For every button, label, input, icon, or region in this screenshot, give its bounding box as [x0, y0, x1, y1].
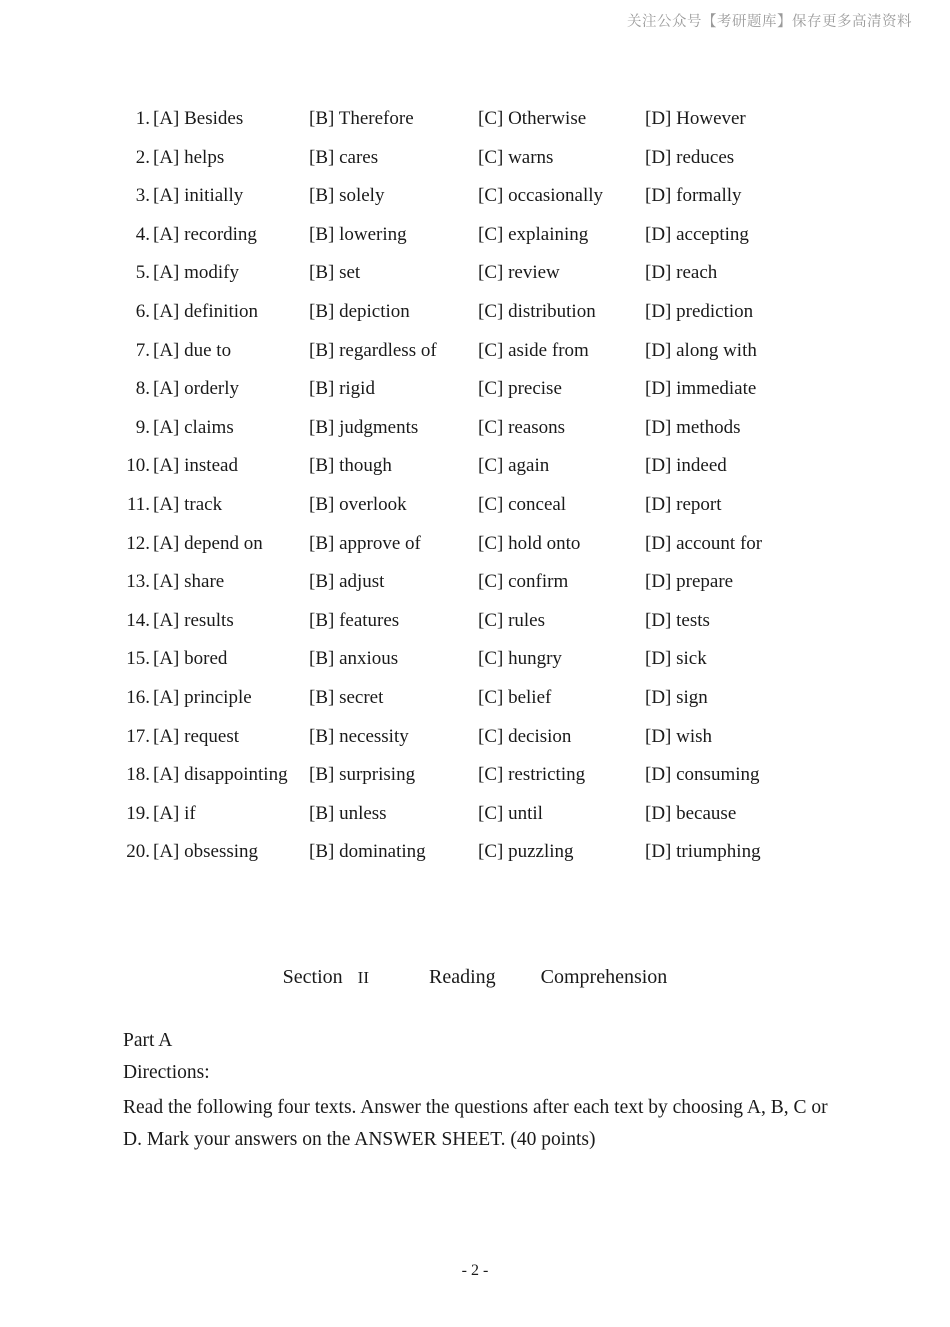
option-d: [D] indeed: [645, 455, 727, 477]
option-a: [A] results: [153, 609, 234, 631]
option-d: [D] triumphing: [645, 841, 761, 863]
option-a: [A] claims: [153, 416, 234, 438]
watermark-text: 关注公众号【考研题库】保存更多高清资料: [627, 14, 912, 30]
option-d: [D] because: [645, 802, 737, 824]
option-b: [B] necessity: [309, 725, 409, 747]
option-c: [C] hungry: [478, 648, 562, 670]
option-row: [0, 833, 950, 872]
option-b: [B] Therefore: [309, 108, 414, 129]
option-b: [B] though: [309, 455, 392, 477]
option-c: [C] confirm: [478, 571, 569, 593]
option-row: [0, 370, 950, 409]
option-c: [C] warns: [478, 146, 554, 168]
option-a: [A] orderly: [153, 378, 239, 400]
question-number: 17.: [126, 725, 150, 747]
question-number: 16.: [126, 686, 150, 708]
option-b: [B] regardless of: [309, 339, 437, 361]
option-d: [D] reduces: [645, 146, 735, 168]
option-b: [B] adjust: [309, 571, 385, 593]
option-b: [B] set: [309, 262, 361, 284]
option-row: [0, 139, 950, 178]
option-b: [B] depiction: [309, 300, 410, 322]
option-c: [C] explaining: [478, 223, 589, 245]
option-b: [B] cares: [309, 146, 379, 168]
option-c: [C] aside from: [478, 339, 589, 361]
question-number: 9.: [135, 416, 150, 438]
option-d: [D] tests: [645, 609, 710, 631]
question-number: 10.: [126, 455, 150, 477]
option-a: [A] due to: [153, 339, 232, 361]
option-a: [A] depend on: [153, 532, 263, 554]
option-row: [0, 602, 950, 641]
question-number: 1.: [135, 108, 150, 129]
option-b: [B] anxious: [309, 648, 399, 670]
option-d: [D] reach: [645, 262, 718, 284]
option-row: [0, 756, 950, 795]
option-b: [B] secret: [309, 686, 384, 708]
option-row: [0, 409, 950, 448]
option-row: [0, 332, 950, 371]
option-a: [A] recording: [153, 223, 257, 245]
option-d: [D] sign: [645, 686, 708, 708]
question-number: 2.: [135, 146, 150, 168]
option-d: [D] report: [645, 493, 722, 515]
option-c: [C] Otherwise: [478, 108, 587, 129]
options-list: [0, 100, 950, 872]
section-title: [0, 966, 950, 989]
option-d: [D] along with: [645, 339, 757, 361]
question-number: 12.: [126, 532, 150, 554]
option-a: [A] definition: [153, 300, 259, 322]
option-a: [A] obsessing: [153, 841, 259, 863]
option-d: [D] However: [645, 108, 746, 129]
option-d: [D] sick: [645, 648, 707, 670]
question-number: 7.: [135, 339, 150, 361]
option-b: [B] overlook: [309, 493, 407, 515]
option-d: [D] methods: [645, 416, 741, 438]
option-row: [0, 216, 950, 255]
option-row: [0, 640, 950, 679]
question-number: 5.: [135, 262, 150, 284]
option-d: [D] formally: [645, 185, 742, 207]
option-d: [D] wish: [645, 725, 713, 747]
option-d: [D] immediate: [645, 378, 757, 400]
option-a: [A] track: [153, 493, 223, 515]
question-number: 18.: [126, 764, 150, 786]
option-c: [C] again: [478, 455, 550, 477]
question-number: 14.: [126, 609, 150, 631]
option-row: [0, 100, 950, 139]
option-b: [B] dominating: [309, 841, 426, 863]
question-number: 4.: [135, 223, 150, 245]
option-row: [0, 447, 950, 486]
page-number: - 2 -: [461, 1262, 489, 1279]
option-b: [B] lowering: [309, 223, 407, 245]
directions-text: Read the following four texts. Answer the questions after each text by choosing A, B, C or D. Mark your answers on the ANSWER SHEET. (40 points): [123, 1097, 828, 1150]
option-a: [A] request: [153, 725, 239, 747]
option-row: [0, 679, 950, 718]
option-a: [A] modify: [153, 262, 240, 284]
option-c: [C] rules: [478, 609, 546, 631]
section-word: Section: [282, 966, 343, 988]
option-b: [B] solely: [309, 185, 385, 207]
option-d: [D] account for: [645, 532, 763, 554]
option-b: [B] features: [309, 609, 400, 631]
option-c: [C] distribution: [478, 300, 596, 322]
option-row: [0, 718, 950, 757]
part-heading: Part A: [123, 1030, 173, 1051]
section-roman-numeral: II: [357, 968, 369, 987]
option-row: [0, 525, 950, 564]
option-row: [0, 563, 950, 602]
option-c: [C] restricting: [478, 764, 586, 786]
option-c: [C] until: [478, 802, 543, 824]
option-b: [B] approve of: [309, 532, 421, 554]
option-a: [A] principle: [153, 686, 252, 708]
directions-label: Directions:: [123, 1062, 210, 1083]
option-c: [C] belief: [478, 686, 552, 708]
option-d: [D] prediction: [645, 300, 754, 322]
option-c: [C] puzzling: [478, 841, 574, 863]
option-b: [B] rigid: [309, 378, 375, 400]
question-number: 20.: [126, 841, 150, 863]
option-row: [0, 795, 950, 834]
option-a: [A] bored: [153, 648, 228, 670]
option-a: [A] helps: [153, 146, 225, 168]
question-number: 13.: [126, 571, 150, 593]
question-number: 19.: [126, 802, 150, 824]
option-d: [D] prepare: [645, 571, 734, 593]
option-c: [C] precise: [478, 378, 562, 400]
question-number: 11.: [126, 493, 150, 515]
option-row: [0, 254, 950, 293]
option-a: [A] disappointing: [153, 764, 288, 786]
option-a: [A] if: [153, 802, 196, 824]
option-c: [C] hold onto: [478, 532, 581, 554]
option-c: [C] reasons: [478, 416, 566, 438]
option-a: [A] initially: [153, 185, 244, 207]
question-number: 3.: [135, 185, 150, 207]
section-reading-word: Reading: [429, 966, 496, 988]
option-c: [C] occasionally: [478, 185, 604, 207]
question-number: 6.: [135, 300, 150, 322]
option-b: [B] judgments: [309, 416, 419, 438]
option-row: [0, 486, 950, 525]
option-b: [B] surprising: [309, 764, 416, 786]
option-c: [C] review: [478, 262, 560, 284]
option-a: [A] instead: [153, 455, 238, 477]
option-row: [0, 293, 950, 332]
option-c: [C] decision: [478, 725, 572, 747]
option-a: [A] share: [153, 571, 225, 593]
question-number: 15.: [126, 648, 150, 670]
option-d: [D] accepting: [645, 223, 749, 245]
option-b: [B] unless: [309, 802, 387, 824]
option-d: [D] consuming: [645, 764, 760, 786]
section-comprehension-word: Comprehension: [540, 966, 668, 988]
question-number: 8.: [135, 378, 150, 400]
option-row: [0, 177, 950, 216]
option-c: [C] conceal: [478, 493, 567, 515]
option-a: [A] Besides: [153, 108, 244, 129]
